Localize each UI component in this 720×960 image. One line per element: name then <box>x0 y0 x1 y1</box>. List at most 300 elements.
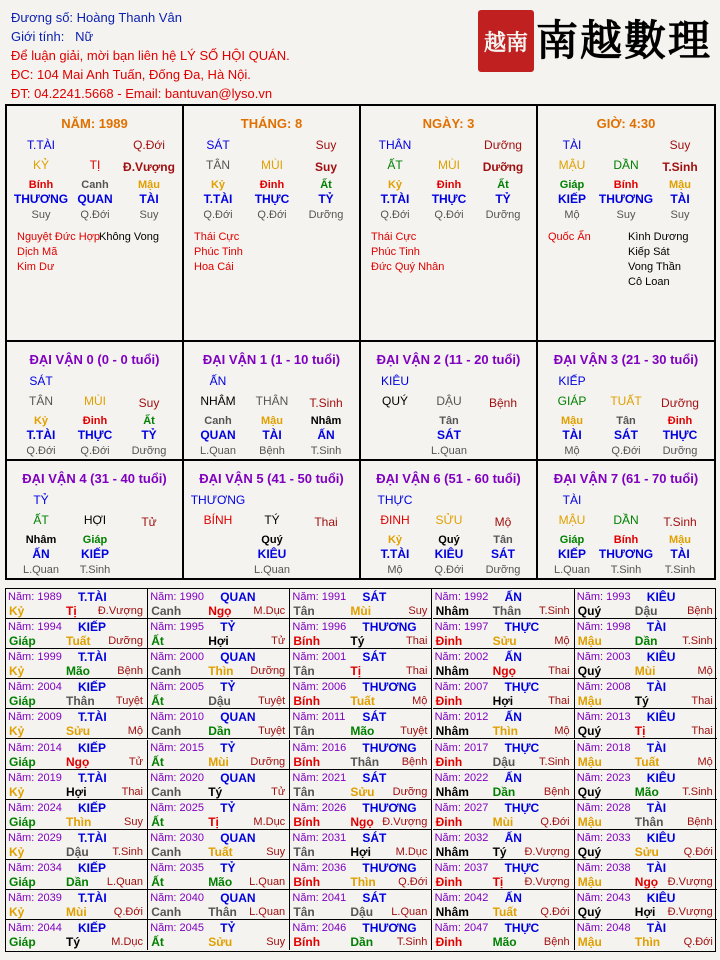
year-number: 2039 <box>37 892 62 904</box>
hidden-phase: Dưỡng <box>662 445 698 457</box>
dai-van-cell <box>184 342 361 461</box>
year-cell <box>575 920 717 950</box>
year-label <box>292 922 346 934</box>
year-ten-god: QUAN <box>220 770 256 785</box>
year-cell <box>6 679 148 709</box>
year-stem: Quý <box>577 664 602 679</box>
year-branch: Tý <box>350 634 365 649</box>
life-phase: Tử <box>141 515 157 529</box>
year-stem: Giáp <box>9 694 36 709</box>
year-phase: Tử <box>128 755 143 768</box>
phone-email-line[interactable]: ĐT: 04.2241.5668 - Email: bantuvan@lyso.vn <box>11 86 273 101</box>
heavenly-stem: QUÝ <box>381 394 408 408</box>
hidden-stem: Kỷ <box>210 179 226 191</box>
year-stem: Canh <box>151 844 182 859</box>
hidden-phase: Q.Đới <box>26 445 56 457</box>
year-stem: Giáp <box>9 874 36 889</box>
year-ten-god: SÁT <box>362 770 387 785</box>
year-prefix: Năm: <box>292 711 319 724</box>
year-branch: Thìn <box>634 935 661 950</box>
contact-line: Để luận giải, mời bạn liên hệ LÝ SỐ HỘI QUÁN. <box>11 48 290 63</box>
year-branch: Thân <box>492 604 522 618</box>
year-label <box>150 802 204 814</box>
year-phase: L.Quan <box>249 906 286 918</box>
dai-van-title: ĐẠI VẬN 1 (1 - 10 tuổi) <box>202 352 341 367</box>
year-phase: Q.Đới <box>683 845 713 858</box>
hidden-ten-god: TỶ <box>141 428 157 442</box>
year-cell <box>433 800 575 830</box>
hidden-ten-god: TÀI <box>670 192 690 206</box>
year-prefix: Năm: <box>292 591 319 603</box>
year-phase: Q.Đới <box>113 906 143 918</box>
year-number: 2036 <box>321 861 347 874</box>
star-phase: Suy <box>315 138 337 152</box>
hidden-stem: Kỷ <box>33 415 49 427</box>
year-stem: Nhâm <box>435 784 469 799</box>
year-prefix: Năm: <box>150 801 177 814</box>
year-stem: Đinh <box>435 814 463 829</box>
year-stem: Bính <box>293 694 321 709</box>
year-ten-god: KIẾP <box>78 921 107 936</box>
heavenly-stem: MẬU <box>558 513 586 527</box>
year-prefix: Năm: <box>150 771 177 784</box>
hidden-phase: L.Quan <box>22 564 60 576</box>
year-branch: Tuất <box>634 754 660 769</box>
shensha-item: Kim Dư <box>17 261 55 273</box>
dai-van-title: ĐẠI VẬN 0 (0 - 0 tuổi) <box>29 352 160 367</box>
pillar-title: NĂM: 1989 <box>61 116 128 131</box>
year-ten-god: SÁT <box>362 830 387 845</box>
year-ten-god: T.TÀI <box>78 830 107 845</box>
hidden-phase: Suy <box>616 209 636 221</box>
year-stem: Đinh <box>435 634 463 649</box>
hidden-ten-god: QUAN <box>77 192 113 206</box>
year-number: 1992 <box>463 591 489 603</box>
year-prefix: Năm: <box>434 651 461 664</box>
year-ten-god: TỶ <box>220 680 236 695</box>
year-number: 2028 <box>606 801 631 814</box>
year-phase: Dưỡng <box>250 665 286 678</box>
hidden-ten-god: KIÊU <box>434 547 464 561</box>
year-stem: Quý <box>577 724 602 739</box>
earthly-branch: MÙI <box>84 394 106 408</box>
year-prefix: Năm: <box>8 892 35 904</box>
hidden-stem: Ất <box>320 179 332 191</box>
year-ten-god: TỶ <box>220 921 236 936</box>
year-stem: Nhâm <box>435 604 469 618</box>
year-phase: Mộ <box>412 695 428 708</box>
shensha-list-2 <box>99 230 159 245</box>
life-phase: Thai <box>314 515 338 529</box>
year-cell <box>290 860 432 890</box>
hidden-stem: Giáp <box>82 534 108 546</box>
year-cell <box>433 679 575 709</box>
year-branch: Dần <box>66 874 89 889</box>
hidden-ten-god: TÀI <box>670 547 690 561</box>
year-label <box>150 922 204 934</box>
year-phase: Thai <box>405 635 428 648</box>
heavenly-stem: NHÂM <box>200 394 236 408</box>
year-branch: Dậu <box>350 905 374 919</box>
year-label <box>150 862 204 874</box>
hidden-stem: Đinh <box>82 415 108 427</box>
year-number: 2021 <box>321 771 347 784</box>
year-number: 2041 <box>321 892 347 904</box>
year-cell <box>148 860 290 890</box>
year-branch: Tý <box>634 694 649 709</box>
year-label <box>8 802 62 814</box>
shensha-item: Cô Loan <box>628 276 670 288</box>
year-stem: Kỷ <box>9 844 25 859</box>
year-prefix: Năm: <box>292 621 319 634</box>
year-branch: Ngọ <box>492 664 516 679</box>
shensha-item: Vong Thần <box>628 261 682 273</box>
shensha-item: Quốc Ấn <box>548 231 591 243</box>
year-ten-god: TÀI <box>646 800 667 815</box>
year-cell <box>148 649 290 679</box>
year-label <box>8 681 62 693</box>
hidden-stem: Tân <box>439 415 459 427</box>
year-label <box>292 832 346 844</box>
year-number: 2010 <box>179 711 205 724</box>
year-prefix: Năm: <box>434 621 461 634</box>
hidden-phase: Suy <box>139 209 159 221</box>
year-ten-god: KIÊU <box>646 590 676 604</box>
year-number: 2045 <box>179 922 205 935</box>
year-prefix: Năm: <box>150 892 177 904</box>
year-label <box>150 711 204 723</box>
year-prefix: Năm: <box>292 681 319 694</box>
year-ten-god: THƯƠNG <box>362 860 417 875</box>
hidden-stem: Mậu <box>261 415 283 427</box>
hidden-ten-god: THỰC <box>77 428 113 442</box>
hidden-stem: Bính <box>28 179 54 191</box>
year-cell <box>575 770 717 800</box>
heavenly-stem: ĐINH <box>380 513 410 527</box>
year-cell <box>575 890 717 920</box>
year-stem: Tân <box>293 784 315 799</box>
year-ten-god: ẤN <box>504 830 522 845</box>
year-prefix: Năm: <box>576 681 604 694</box>
year-label <box>8 862 62 874</box>
year-cell <box>433 619 575 649</box>
shensha-item: Phúc Tinh <box>194 246 243 258</box>
year-number: 2035 <box>179 861 205 874</box>
hidden-ten-god: ẤN <box>317 428 335 442</box>
year-label <box>577 711 631 723</box>
year-ten-god: ẤN <box>504 770 522 785</box>
year-phase: Đ.Vượng <box>524 875 570 888</box>
year-cell <box>290 800 432 830</box>
year-cell <box>575 649 717 679</box>
year-phase: Suy <box>408 605 428 617</box>
year-branch: Dậu <box>66 844 89 859</box>
year-branch: Tị <box>66 604 77 618</box>
year-prefix: Năm: <box>292 741 319 754</box>
year-ten-god: THƯƠNG <box>362 800 417 815</box>
year-stem: Đinh <box>435 754 463 769</box>
year-number: 2019 <box>37 771 62 784</box>
year-prefix: Năm: <box>150 831 177 844</box>
year-label <box>577 591 631 603</box>
year-phase: Suy <box>266 936 286 949</box>
year-prefix: Năm: <box>576 591 604 603</box>
year-label <box>8 772 62 784</box>
year-label <box>292 651 346 663</box>
year-cell <box>575 830 717 860</box>
hidden-phase: Q.Đới <box>434 209 464 221</box>
year-branch: Dần <box>350 935 374 950</box>
shensha-item: Thái Cực <box>371 231 417 243</box>
dai-van-title: ĐẠI VẬN 3 (21 - 30 tuổi) <box>553 352 699 367</box>
year-ten-god: TÀI <box>646 921 667 936</box>
year-label <box>435 742 489 754</box>
year-ten-god: KIẾP <box>78 860 107 875</box>
year-phase: T.Sinh <box>682 785 713 798</box>
year-number: 2037 <box>463 861 489 874</box>
hidden-stem: Ất <box>143 415 155 427</box>
year-stem: Mậu <box>577 634 602 649</box>
year-cell <box>433 589 575 619</box>
year-ten-god: TÀI <box>646 680 667 695</box>
year-number: 2024 <box>37 801 62 814</box>
hidden-stem: Tân <box>493 534 513 546</box>
year-phase: Bệnh <box>117 665 143 678</box>
year-branch: Thìn <box>208 664 234 679</box>
year-ten-god: THỰC <box>504 800 540 815</box>
year-label <box>292 772 346 784</box>
year-phase: M.Dục <box>111 936 143 949</box>
year-prefix: Năm: <box>292 831 319 844</box>
year-branch: Tị <box>350 664 362 679</box>
year-stem: Tân <box>293 664 315 679</box>
seal-text: 越南 <box>483 29 528 56</box>
year-number: 2001 <box>321 651 347 664</box>
year-phase: Bệnh <box>687 605 713 617</box>
pillar-cell <box>7 106 184 342</box>
year-ten-god: THỰC <box>504 921 540 936</box>
year-number: 2043 <box>606 892 631 904</box>
year-label <box>8 922 62 934</box>
year-stem: Canh <box>151 604 182 618</box>
hidden-stem: Đinh <box>259 179 285 191</box>
year-prefix: Năm: <box>434 711 461 724</box>
year-stem: Kỷ <box>9 724 25 739</box>
year-branch: Dậu <box>634 604 658 618</box>
year-stem: Đinh <box>435 694 463 709</box>
year-ten-god: THƯƠNG <box>362 740 417 755</box>
year-branch: Tuất <box>492 905 518 919</box>
year-number: 2020 <box>179 771 205 784</box>
gender-line <box>11 27 290 46</box>
year-branch: Hợi <box>350 844 371 859</box>
year-label <box>435 621 489 633</box>
hidden-stem: Giáp <box>559 179 585 191</box>
year-label <box>577 651 631 663</box>
shensha-item: Thái Cực <box>194 231 240 243</box>
year-branch: Sửu <box>492 634 517 649</box>
hidden-stem: Kỷ <box>387 179 403 191</box>
year-cell <box>575 860 717 890</box>
year-stem: Quý <box>577 604 602 618</box>
year-ten-god: THƯƠNG <box>362 620 417 635</box>
dai-van-title: ĐẠI VẬN 7 (61 - 70 tuổi) <box>553 471 699 486</box>
pillar-cell <box>538 106 714 342</box>
shensha-item: Nguyệt Đức Hợp <box>17 231 101 243</box>
year-ten-god: THƯƠNG <box>362 680 417 695</box>
year-ten-god: KIẾP <box>78 740 107 755</box>
ten-god-label: ẤN <box>209 374 227 388</box>
pillars-grid <box>5 104 716 580</box>
year-cell <box>148 589 290 619</box>
life-phase: T.Sinh <box>663 515 697 529</box>
hidden-phase: T.Sinh <box>610 564 642 576</box>
year-cell <box>6 830 148 860</box>
year-phase: T.Sinh <box>539 605 570 617</box>
year-phase: L.Quan <box>106 875 143 888</box>
year-number: 2031 <box>321 831 347 844</box>
hidden-stem: Mậu <box>138 179 160 191</box>
gender-label: Giới tính: <box>11 29 65 44</box>
hidden-stem: Quý <box>438 534 460 546</box>
year-stem: Canh <box>151 664 182 679</box>
year-cell <box>148 619 290 649</box>
ten-god-label: TÀI <box>562 493 582 507</box>
year-number: 1997 <box>463 621 489 634</box>
year-number: 2034 <box>37 861 62 874</box>
year-prefix: Năm: <box>8 651 35 664</box>
year-prefix: Năm: <box>434 861 461 874</box>
year-phase: Suy <box>266 845 286 858</box>
annual-years-grid <box>5 588 716 952</box>
year-number: 2027 <box>463 801 489 814</box>
year-stem: Đinh <box>435 935 463 950</box>
year-cell <box>148 679 290 709</box>
year-phase: T.Sinh <box>396 936 428 949</box>
year-stem: Kỷ <box>9 664 25 679</box>
year-label <box>150 742 204 754</box>
hidden-ten-god: TÀI <box>139 192 159 206</box>
year-phase: M.Dục <box>253 605 286 617</box>
year-phase: Tuyệt <box>115 695 143 708</box>
year-prefix: Năm: <box>8 741 35 754</box>
hidden-ten-god: KIẾP <box>80 547 109 561</box>
year-label <box>292 591 346 603</box>
hidden-ten-god: SÁT <box>437 428 461 442</box>
life-phase: T.Sinh <box>662 160 698 174</box>
year-branch: Mùi <box>208 754 229 769</box>
earthly-branch: THÂN <box>255 394 289 408</box>
year-branch: Dần <box>208 724 231 739</box>
year-phase: Đ.Vượng <box>524 845 570 858</box>
year-label <box>577 621 631 633</box>
year-cell <box>290 920 432 950</box>
heavenly-stem: BÍNH <box>203 513 233 527</box>
earthly-branch: DẦN <box>613 513 639 527</box>
year-phase: Mộ <box>554 725 570 738</box>
hidden-ten-god: TỶ <box>495 192 511 206</box>
year-label <box>8 621 62 633</box>
pillar-title: NGÀY: 3 <box>422 116 475 131</box>
year-ten-god: ẤN <box>504 710 522 725</box>
year-branch: Thân <box>66 694 95 709</box>
year-branch: Mão <box>66 664 90 679</box>
year-branch: Mùi <box>492 814 514 829</box>
owner-name: Đương số: Hoàng Thanh Vân <box>11 10 182 25</box>
year-number: 2014 <box>37 741 62 754</box>
year-branch: Tị <box>634 724 646 739</box>
year-ten-god: THỰC <box>504 620 540 635</box>
year-cell <box>433 860 575 890</box>
year-number: 2018 <box>606 741 631 754</box>
hidden-stem: Bính <box>613 534 639 546</box>
hidden-phase: L.Quan <box>430 445 468 457</box>
year-label <box>292 711 345 723</box>
year-ten-god: KIÊU <box>646 710 676 725</box>
year-stem: Bính <box>293 634 321 649</box>
year-phase: Dưỡng <box>250 755 286 768</box>
year-stem: Mậu <box>577 874 602 889</box>
year-branch: Tuất <box>350 694 375 709</box>
year-cell <box>148 770 290 800</box>
year-phase: Thai <box>548 695 570 708</box>
year-stem: Ất <box>151 634 164 649</box>
hidden-phase: Bệnh <box>259 445 285 457</box>
hidden-ten-god: T.TÀI <box>203 192 233 206</box>
year-cell <box>290 830 432 860</box>
year-number: 1993 <box>606 591 631 603</box>
ten-god-label: THỰC <box>377 493 413 507</box>
ten-god-label: T.TÀI <box>26 138 55 152</box>
heavenly-stem: KỶ <box>32 158 49 172</box>
year-prefix: Năm: <box>8 801 35 814</box>
year-cell <box>148 890 290 920</box>
year-stem: Mậu <box>577 935 602 950</box>
year-label <box>577 832 631 844</box>
year-label <box>435 802 489 814</box>
year-label <box>8 591 62 603</box>
shensha-list <box>194 230 243 275</box>
year-stem: Quý <box>577 784 602 799</box>
hidden-stem: Nhâm <box>25 534 57 546</box>
year-number: 2008 <box>606 681 631 694</box>
year-stem: Mậu <box>577 814 602 829</box>
year-label <box>577 862 631 874</box>
hidden-ten-god: QUAN <box>200 428 236 442</box>
year-label <box>150 892 204 904</box>
year-cell <box>6 740 148 770</box>
year-ten-god: ẤN <box>504 650 522 665</box>
year-label <box>292 802 346 814</box>
year-branch: Sửu <box>350 784 375 799</box>
hidden-phase: L.Quan <box>253 564 291 576</box>
year-cell <box>6 800 148 830</box>
year-cell <box>290 619 432 649</box>
year-phase: Tử <box>271 785 286 798</box>
year-number: 2013 <box>606 711 631 724</box>
year-stem: Mậu <box>577 694 602 709</box>
life-phase: Đ.Vượng <box>123 160 175 174</box>
year-branch: Mùi <box>634 664 656 679</box>
year-cell <box>6 890 148 920</box>
year-cell <box>433 740 575 770</box>
year-stem: Kỷ <box>9 604 25 618</box>
hidden-ten-god: TÀI <box>562 428 582 442</box>
star-phase: Dưỡng <box>484 138 522 152</box>
year-branch: Mùi <box>350 604 372 618</box>
year-number: 2007 <box>463 681 489 694</box>
ten-god-label: KIẾP <box>558 374 586 388</box>
